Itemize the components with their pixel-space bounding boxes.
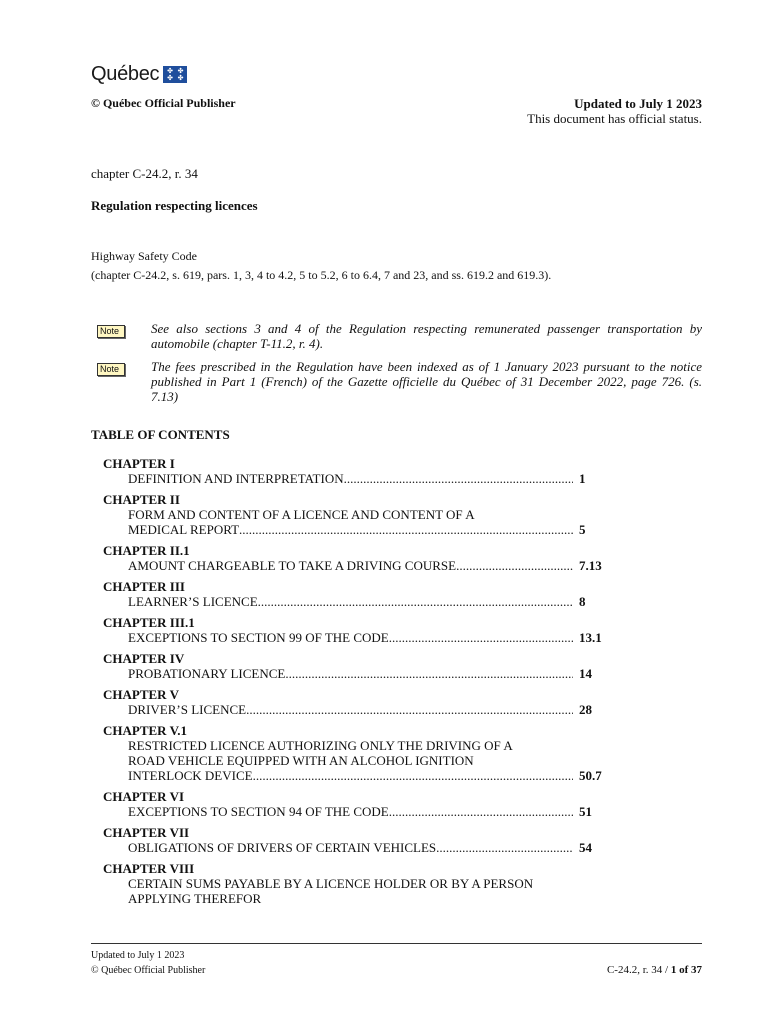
toc-heading-text[interactable]: CERTAIN SUMS PAYABLE BY A LICENCE HOLDER OR BY A PERSON xyxy=(128,876,534,891)
toc-chapter-label: CHAPTER II xyxy=(103,492,180,507)
toc-heading-text[interactable]: INTERLOCK DEVICE xyxy=(128,768,253,783)
toc-entry[interactable] xyxy=(103,615,603,645)
table-of-contents xyxy=(103,456,603,912)
toc-page-number[interactable]: 28 xyxy=(579,702,592,717)
toc-heading-text[interactable]: MEDICAL REPORT xyxy=(128,522,240,537)
toc-heading-text[interactable]: PROBATIONARY LICENCE xyxy=(128,666,286,681)
toc-leader-dots xyxy=(253,768,573,783)
toc-leader-dots xyxy=(285,666,573,681)
toc-entry[interactable] xyxy=(103,543,603,573)
toc-leader-dots xyxy=(239,522,573,537)
toc-entry[interactable] xyxy=(103,687,603,717)
footer-divider xyxy=(91,943,702,944)
toc-leader-dots xyxy=(436,840,573,855)
toc-page-number[interactable]: 14 xyxy=(579,666,592,681)
note-text: The fees prescribed in the Regulation have been indexed as of 1 January 2023 pursuant to the notice published in Part 1 (French) of the Gazette officielle du Québec of 31 December 2022, page 726. (s. 7.13) xyxy=(151,359,702,404)
updated-date: Updated to July 1 2023 xyxy=(574,96,702,111)
toc-entry[interactable] xyxy=(103,456,603,486)
toc-heading-text[interactable]: OBLIGATIONS OF DRIVERS OF CERTAIN VEHICLES xyxy=(128,840,437,855)
toc-page-number[interactable]: 54 xyxy=(579,840,592,855)
note-icon[interactable]: Note xyxy=(97,363,125,376)
official-status: This document has official status. xyxy=(527,111,702,126)
toc-page-number[interactable]: 7.13 xyxy=(579,558,602,573)
fleur-de-lis-flag-icon: ✤ ✤ ✤ ✤ xyxy=(163,66,187,83)
toc-page-number[interactable]: 1 xyxy=(579,471,586,486)
page-reference: C-24.2, r. 34 / xyxy=(606,964,669,976)
toc-chapter-label: CHAPTER II.1 xyxy=(103,543,190,558)
toc-page-number[interactable]: 5 xyxy=(579,522,586,537)
toc-chapter-label: CHAPTER III.1 xyxy=(103,615,195,630)
page-count: 1 of 37 xyxy=(670,964,702,976)
toc-page-number[interactable]: 8 xyxy=(579,594,586,609)
toc-heading-text[interactable]: DEFINITION AND INTERPRETATION xyxy=(128,471,344,486)
toc-heading-text[interactable]: AMOUNT CHARGEABLE TO TAKE A DRIVING COURSE xyxy=(128,558,457,573)
footer-publisher: © Québec Official Publisher xyxy=(91,965,206,976)
quebec-logo xyxy=(91,63,187,86)
note-icon[interactable]: Note xyxy=(97,325,125,338)
note-text: See also sections 3 and 4 of the Regulation respecting remunerated passenger transportation by automobile (chapter T-11.2, r. 4). xyxy=(151,321,702,351)
toc-heading-text[interactable]: EXCEPTIONS TO SECTION 99 OF THE CODE xyxy=(128,630,389,645)
toc-heading-text[interactable]: LEARNER’S LICENCE xyxy=(128,594,258,609)
toc-entry[interactable] xyxy=(103,579,603,609)
publisher-label: © Québec Official Publisher xyxy=(91,96,236,110)
page-number xyxy=(607,964,702,976)
toc-entry[interactable] xyxy=(103,651,603,681)
toc-leader-dots xyxy=(344,471,573,486)
toc-chapter-label: CHAPTER IV xyxy=(103,651,185,666)
toc-page-number[interactable]: 13.1 xyxy=(579,630,602,645)
toc-entry[interactable] xyxy=(103,861,603,906)
toc-leader-dots xyxy=(456,558,573,573)
toc-heading-text[interactable]: RESTRICTED LICENCE AUTHORIZING ONLY THE DRIVING OF A xyxy=(128,738,513,753)
chapter-reference: chapter C-24.2, r. 34 xyxy=(91,166,198,181)
toc-page-number[interactable]: 50.7 xyxy=(579,768,602,783)
toc-entry[interactable] xyxy=(103,789,603,819)
regulation-title: Regulation respecting licences xyxy=(91,198,258,213)
footer-updated: Updated to July 1 2023 xyxy=(91,950,185,961)
toc-chapter-label: CHAPTER VI xyxy=(103,789,185,804)
toc-entry[interactable] xyxy=(103,723,603,783)
toc-chapter-label: CHAPTER V xyxy=(103,687,179,702)
act-name: Highway Safety Code xyxy=(91,249,197,263)
toc-leader-dots xyxy=(389,804,573,819)
toc-chapter-label: CHAPTER VIII xyxy=(103,861,195,876)
act-reference: (chapter C-24.2, s. 619, pars. 1, 3, 4 to 4.2, 5 to 5.2, 6 to 6.4, 7 and 23, and ss. 619.2 and 619.3). xyxy=(91,268,552,282)
toc-leader-dots xyxy=(389,630,573,645)
toc-chapter-label: CHAPTER I xyxy=(103,456,175,471)
toc-heading-text[interactable]: FORM AND CONTENT OF A LICENCE AND CONTENT OF A xyxy=(128,507,475,522)
toc-leader-dots xyxy=(246,702,573,717)
logo-text: Québec xyxy=(91,63,160,85)
toc-leader-dots xyxy=(258,594,573,609)
toc-heading-text[interactable]: EXCEPTIONS TO SECTION 94 OF THE CODE xyxy=(128,804,389,819)
toc-entry[interactable] xyxy=(103,492,603,537)
toc-page-number[interactable]: 51 xyxy=(579,804,592,819)
toc-entry[interactable] xyxy=(103,825,603,855)
toc-chapter-label: CHAPTER III xyxy=(103,579,185,594)
toc-title: TABLE OF CONTENTS xyxy=(91,427,230,442)
toc-heading-text[interactable]: ROAD VEHICLE EQUIPPED WITH AN ALCOHOL IGNITION xyxy=(128,753,474,768)
toc-heading-text[interactable]: APPLYING THEREFOR xyxy=(128,891,262,906)
toc-chapter-label: CHAPTER VII xyxy=(103,825,190,840)
toc-chapter-label: CHAPTER V.1 xyxy=(103,723,188,738)
toc-heading-text[interactable]: DRIVER’S LICENCE xyxy=(128,702,247,717)
